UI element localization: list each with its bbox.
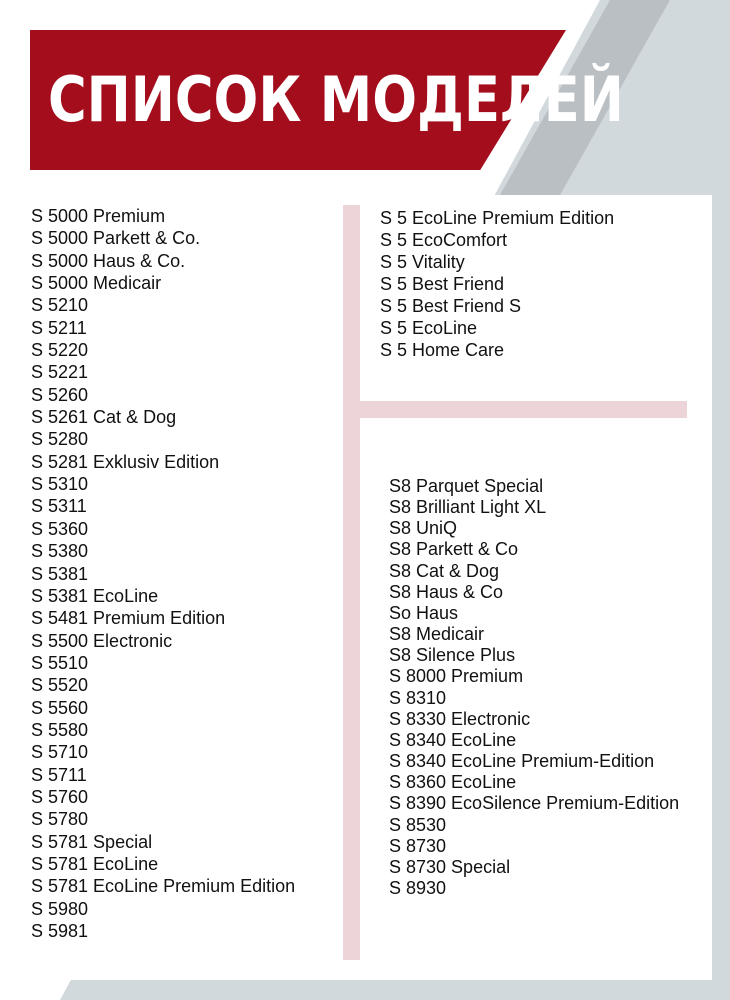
model-list-item: S 5210: [31, 295, 89, 316]
model-list-item: S 5500 Electronic: [31, 630, 173, 651]
model-list-item: S 5711: [31, 764, 87, 785]
model-list-item: S8 UniQ: [389, 518, 458, 539]
model-list-item: S 5 Best Friend S: [380, 296, 522, 316]
page-title: СПИСОК МОДЕЛЕЙ: [48, 63, 624, 136]
model-list-item: S 8340 EcoLine Premium-Edition: [389, 751, 655, 772]
model-list-item: S 5281 Exklusiv Edition: [31, 451, 220, 472]
model-list-item: S 5 Vitality: [380, 252, 465, 272]
model-list-item: S 5781 EcoLine: [31, 853, 159, 874]
model-list-item: S 5980: [31, 898, 89, 919]
model-list-item: S 5381: [31, 563, 89, 584]
model-list-item: S8 Brilliant Light XL: [389, 497, 547, 518]
model-list-item: S8 Silence Plus: [389, 645, 516, 666]
model-list-left: [31, 205, 295, 942]
model-list-item: S 5000 Haus & Co.: [31, 250, 186, 271]
model-list-item: S 5220: [31, 340, 89, 361]
model-list-item: S 5211: [31, 317, 87, 338]
model-list-item: S 5481 Premium Edition: [31, 608, 226, 629]
model-list-item: S 5380: [31, 541, 89, 562]
model-list-item: S 8530: [389, 814, 447, 835]
model-list-item: S8 Parquet Special: [389, 476, 544, 496]
model-list-item: S 5 EcoLine: [380, 318, 478, 338]
model-list-item: S 5 EcoLine Premium Edition: [380, 208, 615, 228]
model-list-item: S 5 EcoComfort: [380, 230, 508, 250]
model-list-item: S 5981: [31, 921, 89, 941]
model-list-item: S 8310: [389, 687, 447, 708]
model-list-item: S 5510: [31, 652, 89, 673]
model-list-item: S 5560: [31, 697, 89, 718]
model-list-item: S 5760: [31, 786, 89, 807]
model-list-item: S 5310: [31, 474, 89, 495]
vertical-divider: [343, 205, 360, 960]
model-list-item: S 5221: [31, 362, 89, 383]
model-list-item: S 5 Best Friend: [380, 274, 505, 294]
model-list-item: S8 Parkett & Co: [389, 539, 519, 560]
model-list-item: S 8730: [389, 835, 447, 856]
model-list-item: S 5780: [31, 809, 89, 830]
model-list-item: S8 Haus & Co: [389, 581, 504, 602]
model-list-right-bottom: [389, 476, 679, 899]
model-list-item: S 5000 Premium: [31, 206, 166, 226]
model-list-item: So Haus: [389, 602, 459, 623]
model-list-item: S8 Cat & Dog: [389, 560, 500, 581]
model-list-item: S 5280: [31, 429, 89, 450]
model-list-item: S 5260: [31, 384, 89, 405]
model-list-item: S 5360: [31, 518, 89, 539]
model-list-item: S 5710: [31, 742, 89, 763]
model-list-item: S 8340 EcoLine: [389, 729, 517, 750]
model-list-item: S 5520: [31, 675, 89, 696]
model-list-item: S 8330 Electronic: [389, 708, 531, 729]
model-list-item: S8 Medicair: [389, 624, 485, 645]
model-list-item: S 8360 EcoLine: [389, 772, 517, 793]
model-list-item: S 8930: [389, 877, 447, 898]
model-list-item: S 8730 Special: [389, 856, 511, 877]
model-list-item: S 5000 Parkett & Co.: [31, 228, 201, 249]
horizontal-divider: [360, 401, 687, 418]
model-list-item: S 5781 EcoLine Premium Edition: [31, 876, 296, 897]
model-list-item: S 5580: [31, 719, 89, 740]
model-list-item: S 5000 Medicair: [31, 273, 162, 294]
model-list-item: S 5311: [31, 496, 87, 517]
model-list-item: S 5 Home Care: [380, 340, 505, 360]
model-list-item: S 5261 Cat & Dog: [31, 407, 177, 428]
model-list-item: S 8000 Premium: [389, 666, 524, 687]
model-list-item: S 5381 EcoLine: [31, 585, 159, 606]
model-list-right-top: [380, 207, 614, 361]
model-list-item: S 5781 Special: [31, 831, 153, 852]
model-list-item: S 8390 EcoSilence Premium-Edition: [389, 793, 680, 814]
